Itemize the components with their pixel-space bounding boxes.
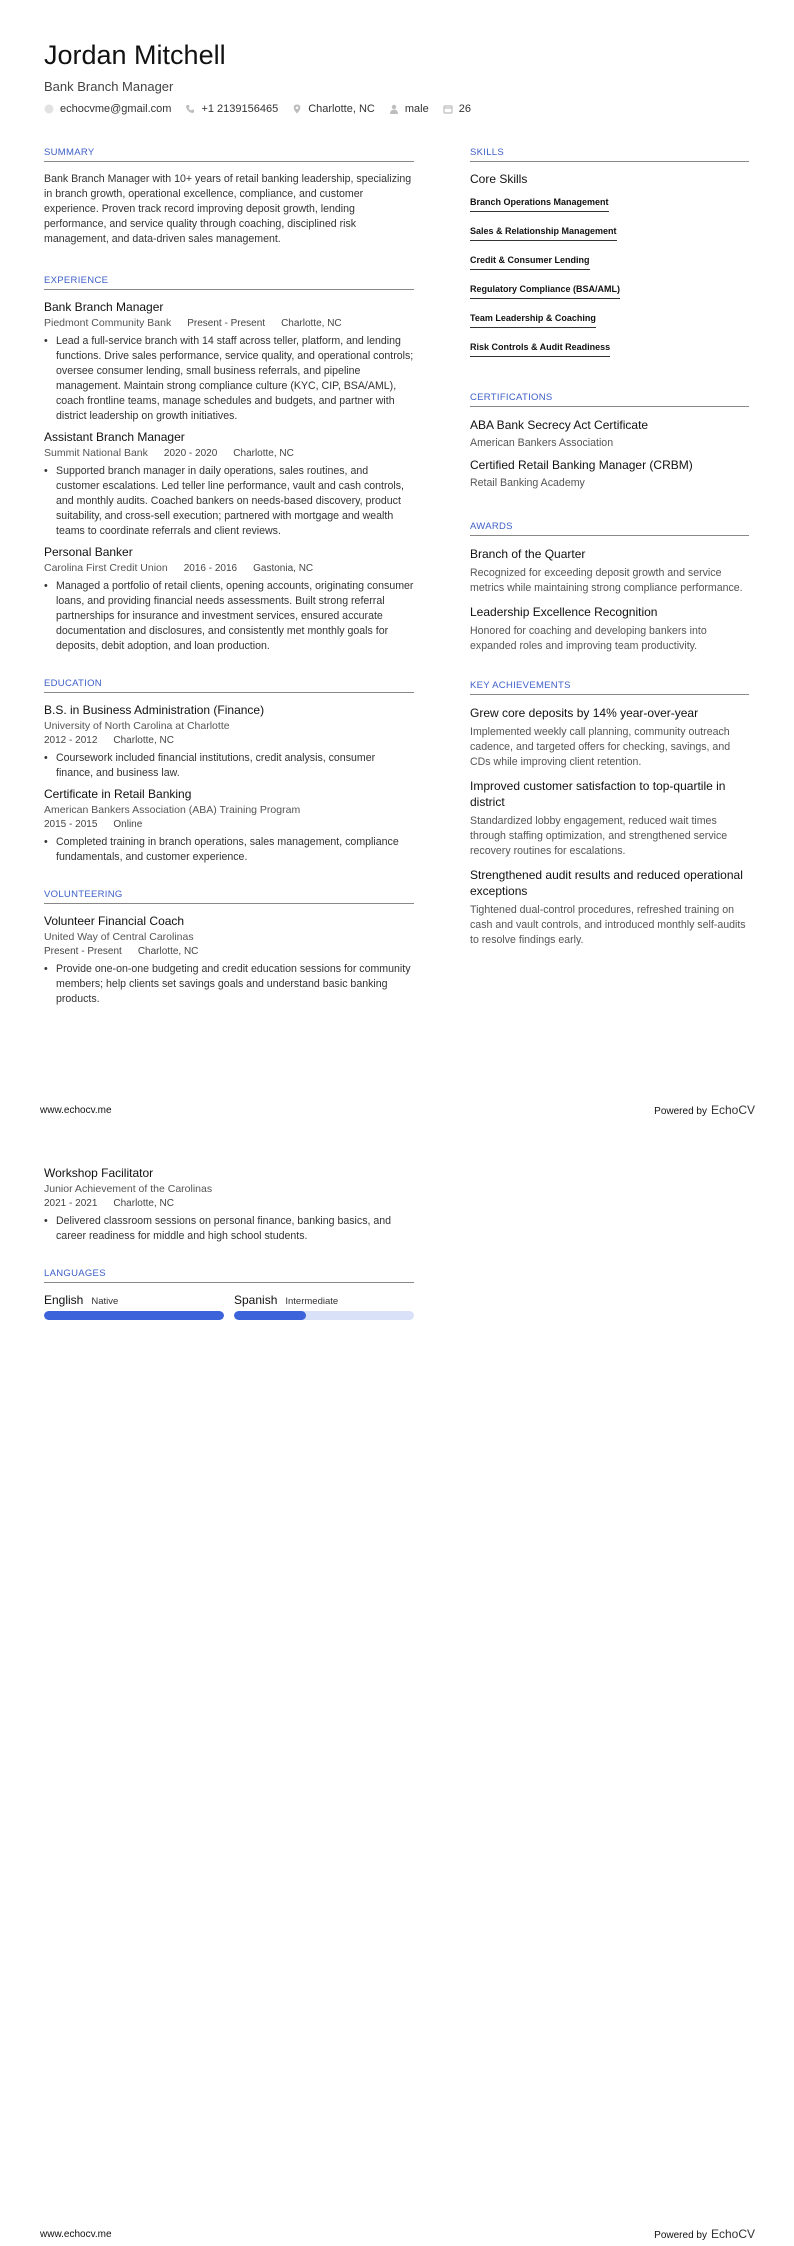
volunteer-location: Charlotte, NC — [113, 1198, 174, 1209]
location-icon — [292, 104, 302, 114]
experience-entry — [44, 300, 414, 424]
language-name: Spanish — [234, 1293, 278, 1307]
education-meta — [44, 735, 414, 746]
education-start: 2012 — [44, 735, 67, 746]
left-column-page-2 — [44, 1162, 414, 1320]
education-entry — [44, 787, 414, 865]
volunteer-dates: 2021 - 2021 — [44, 1198, 98, 1209]
contact-age — [443, 103, 471, 115]
job-location: Gastonia, NC — [253, 562, 314, 574]
volunteer-end: Present — [87, 946, 122, 957]
candidate-name: Jordan Mitchell — [44, 40, 226, 70]
job-location: Charlotte, NC — [233, 447, 294, 459]
experience-entry — [44, 430, 414, 539]
language-bar-track — [234, 1311, 414, 1320]
powered-by — [654, 2227, 755, 2241]
languages-list — [44, 1293, 414, 1320]
skill-item: Sales & Relationship Management — [470, 226, 617, 241]
education-end: 2015 — [75, 819, 98, 830]
volunteer-end: 2021 — [75, 1198, 98, 1209]
education-location: Charlotte, NC — [113, 735, 174, 746]
language-level: Native — [91, 1296, 119, 1307]
certifications-heading: CERTIFICATIONS — [470, 392, 749, 407]
footer-website-link[interactable]: www.echocv.me — [40, 2228, 112, 2240]
volunteer-location: Charlotte, NC — [137, 946, 199, 957]
job-title: Bank Branch Manager — [44, 300, 164, 314]
awards-section — [470, 521, 749, 654]
contact-gender-text: male — [404, 103, 429, 115]
awards-heading: AWARDS — [470, 521, 749, 536]
powered-by-text: Powered by — [654, 1106, 707, 1117]
volunteering-heading: VOLUNTEERING — [44, 889, 414, 904]
job-title: Personal Banker — [44, 545, 133, 559]
job-meta — [44, 317, 414, 329]
certification-issuer: Retail Banking Academy — [470, 477, 585, 489]
job-start: 2016 — [183, 562, 206, 574]
contact-bar — [44, 103, 485, 115]
summary-section — [44, 147, 414, 247]
education-bullet: • Completed training in branch operations, sales management, compliance fundamentals, and customer experience. — [55, 835, 414, 865]
volunteer-meta — [44, 1198, 414, 1209]
job-end: 2020 — [195, 447, 218, 459]
school-name: University of North Carolina at Charlotte — [44, 720, 230, 732]
volunteer-org: United Way of Central Carolinas — [44, 931, 194, 943]
skill-item: Risk Controls & Audit Readiness — [470, 342, 610, 357]
certification-title: Certified Retail Banking Manager (CRBM) — [470, 458, 693, 472]
summary-text: Bank Branch Manager with 10+ years of retail banking leadership, specializing in branch growth, operational excellence, compliance, and customer experience. Proven track record improving deposit growth, lending performance, and service quality through coaching, disciplined risk management, and data-driven sales management. — [44, 173, 412, 245]
award-title: Branch of the Quarter — [470, 547, 586, 561]
language-bar-fill — [44, 1311, 224, 1320]
calendar-icon — [443, 104, 453, 114]
education-section — [44, 678, 414, 865]
skill-item: Branch Operations Management — [470, 197, 609, 212]
email-icon — [44, 104, 54, 114]
education-heading: EDUCATION — [44, 678, 414, 693]
job-dates: 2016 - 2016 — [183, 562, 238, 574]
language-bar-track — [44, 1311, 224, 1320]
volunteering-entry — [44, 1166, 414, 1244]
volunteer-title: Workshop Facilitator — [44, 1166, 154, 1180]
job-end: 2016 — [214, 562, 238, 574]
achievements-section — [470, 680, 749, 948]
volunteer-bullet: • Provide one-on-one budgeting and credit education sessions for community members; help clients set savings goals and understand basic banking products. — [55, 962, 414, 1007]
volunteer-bullet: • Delivered classroom sessions on personal finance, banking basics, and career readiness for middle and high school students. — [55, 1214, 414, 1244]
company-name: Summit National Bank — [44, 447, 148, 459]
language-level: Intermediate — [285, 1296, 339, 1307]
job-start: Present — [187, 317, 222, 329]
certifications-section — [470, 392, 749, 489]
volunteer-meta — [44, 946, 414, 957]
job-dates: Present - Present — [187, 317, 266, 329]
job-meta — [44, 562, 414, 574]
company-name: Piedmont Community Bank — [44, 317, 172, 329]
achievement-text: Tightened dual-control procedures, refreshed training on cash and vault controls, and introduced monthly self-audits to resolve findings early. — [470, 904, 746, 946]
powered-by-text: Powered by — [654, 2230, 707, 2241]
job-bullets — [44, 579, 414, 654]
degree-title: Certificate in Retail Banking — [44, 787, 192, 801]
page-footer — [40, 1103, 755, 1117]
achievements-heading: KEY ACHIEVEMENTS — [470, 680, 749, 695]
contact-email[interactable] — [44, 103, 171, 115]
volunteer-start: Present — [44, 946, 79, 957]
language-item — [234, 1293, 414, 1320]
job-bullet: • Lead a full-service branch with 14 staff across teller, platform, and lending functions. Drive sales performance, service quality, and operational controls; oversee consumer lending, small business referrals, and pipeline management. Maintain strong compliance culture (KYC, CIP, BSA/AML), coach frontline teams, manage schedules and budgets, and partner with district leadership on growth initiatives. — [55, 334, 414, 424]
achievement-text: Standardized lobby engagement, reduced wait times through staffing optimization, and strengthened service recovery routines for escalations. — [470, 815, 728, 857]
achievement-text: Implemented weekly call planning, community outreach cadence, and targeted offers for checking, savings, and CDs while improving client retention. — [470, 726, 731, 768]
job-meta — [44, 447, 414, 459]
education-bullet: • Coursework included financial institutions, credit analysis, consumer finance, and business law. — [55, 751, 414, 781]
skills-section — [470, 147, 749, 366]
footer-website-link[interactable]: www.echocv.me — [40, 1104, 112, 1116]
certification-title: ABA Bank Secrecy Act Certificate — [470, 418, 649, 432]
contact-age-text: 26 — [458, 103, 471, 115]
job-bullet: • Supported branch manager in daily operations, sales routines, and customer escalations. Led teller line performance, vault and cash controls, and monthly audits. Coached bankers on needs-based discovery, product suitability, and cross-sell execution; partnered with mortgage and wealth teams to coordinate referrals and client reviews. — [55, 464, 414, 539]
skill-item: Team Leadership & Coaching — [470, 313, 596, 328]
experience-section — [44, 275, 414, 654]
job-start: 2020 — [163, 447, 187, 459]
brand-logo[interactable]: EchoCV — [710, 1103, 755, 1117]
powered-by — [654, 1103, 755, 1117]
award-text: Recognized for exceeding deposit growth and service metrics while maintaining strong compliance performance. — [470, 567, 743, 594]
education-start: 2015 — [44, 819, 67, 830]
award-text: Honored for coaching and developing bankers into expanded roles and improving team productivity. — [470, 625, 707, 652]
contact-phone[interactable] — [185, 103, 278, 115]
job-bullet: • Managed a portfolio of retail clients, opening accounts, originating consumer loans, and providing financial needs assessments. Built strong referral partnerships for insurance and investment services, ensured accurate documentation and disclosures, and consistently met monthly goals for deposits, debit adoption, and loan production. — [55, 579, 414, 654]
degree-title: B.S. in Business Administration (Finance) — [44, 703, 265, 717]
school-name: American Bankers Association (ABA) Training Program — [44, 804, 301, 816]
company-name: Carolina First Credit Union — [44, 562, 168, 574]
volunteering-section — [44, 889, 414, 1007]
contact-phone-text: +1 2139156465 — [201, 103, 279, 115]
phone-icon — [185, 104, 195, 114]
education-dates: 2012 - 2012 — [44, 735, 98, 746]
skill-item: Credit & Consumer Lending — [470, 255, 590, 270]
education-entry — [44, 703, 414, 781]
job-title: Assistant Branch Manager — [44, 430, 185, 444]
volunteering-entry — [44, 914, 414, 1007]
skills-group-title: Core Skills — [470, 172, 528, 186]
contact-location-text: Charlotte, NC — [308, 103, 375, 115]
education-dates: 2015 - 2015 — [44, 819, 98, 830]
candidate-title: Bank Branch Manager — [44, 79, 174, 94]
left-column — [44, 147, 414, 1013]
skills-heading: SKILLS — [470, 147, 749, 162]
certification-issuer: American Bankers Association — [470, 437, 614, 449]
contact-email-text: echocvme@gmail.com — [60, 103, 172, 115]
right-column — [470, 147, 749, 956]
brand-logo[interactable]: EchoCV — [710, 2227, 755, 2241]
languages-heading: LANGUAGES — [44, 1268, 414, 1283]
achievement-title: Grew core deposits by 14% year-over-year — [470, 706, 699, 720]
education-location: Online — [113, 819, 143, 830]
volunteer-org: Junior Achievement of the Carolinas — [44, 1183, 213, 1195]
language-bar-fill — [234, 1311, 306, 1320]
job-bullets — [44, 334, 414, 424]
volunteer-dates: Present - Present — [44, 946, 122, 957]
language-name: English — [44, 1293, 84, 1307]
summary-heading: SUMMARY — [44, 147, 414, 162]
volunteer-bullets — [44, 1214, 414, 1244]
achievement-title: Strengthened audit results and reduced operational exceptions — [470, 868, 743, 898]
education-meta — [44, 819, 414, 830]
page-footer — [40, 2227, 755, 2241]
contact-location — [292, 103, 375, 115]
education-bullets — [44, 751, 414, 781]
achievement-title: Improved customer satisfaction to top-quartile in district — [470, 779, 726, 809]
languages-section — [44, 1268, 414, 1320]
volunteer-bullets — [44, 962, 414, 1007]
language-item — [44, 1293, 224, 1320]
experience-heading: EXPERIENCE — [44, 275, 414, 290]
contact-gender — [389, 103, 429, 115]
award-title: Leadership Excellence Recognition — [470, 605, 658, 619]
job-dates: 2020 - 2020 — [163, 447, 218, 459]
volunteer-title: Volunteer Financial Coach — [44, 914, 185, 928]
skill-item: Regulatory Compliance (BSA/AML) — [470, 284, 620, 299]
job-bullets — [44, 464, 414, 539]
person-icon — [389, 104, 399, 114]
education-bullets — [44, 835, 414, 865]
job-location: Charlotte, NC — [281, 317, 342, 329]
job-end: Present — [230, 317, 266, 329]
experience-entry — [44, 545, 414, 654]
volunteer-start: 2021 — [44, 1198, 67, 1209]
education-end: 2012 — [75, 735, 98, 746]
